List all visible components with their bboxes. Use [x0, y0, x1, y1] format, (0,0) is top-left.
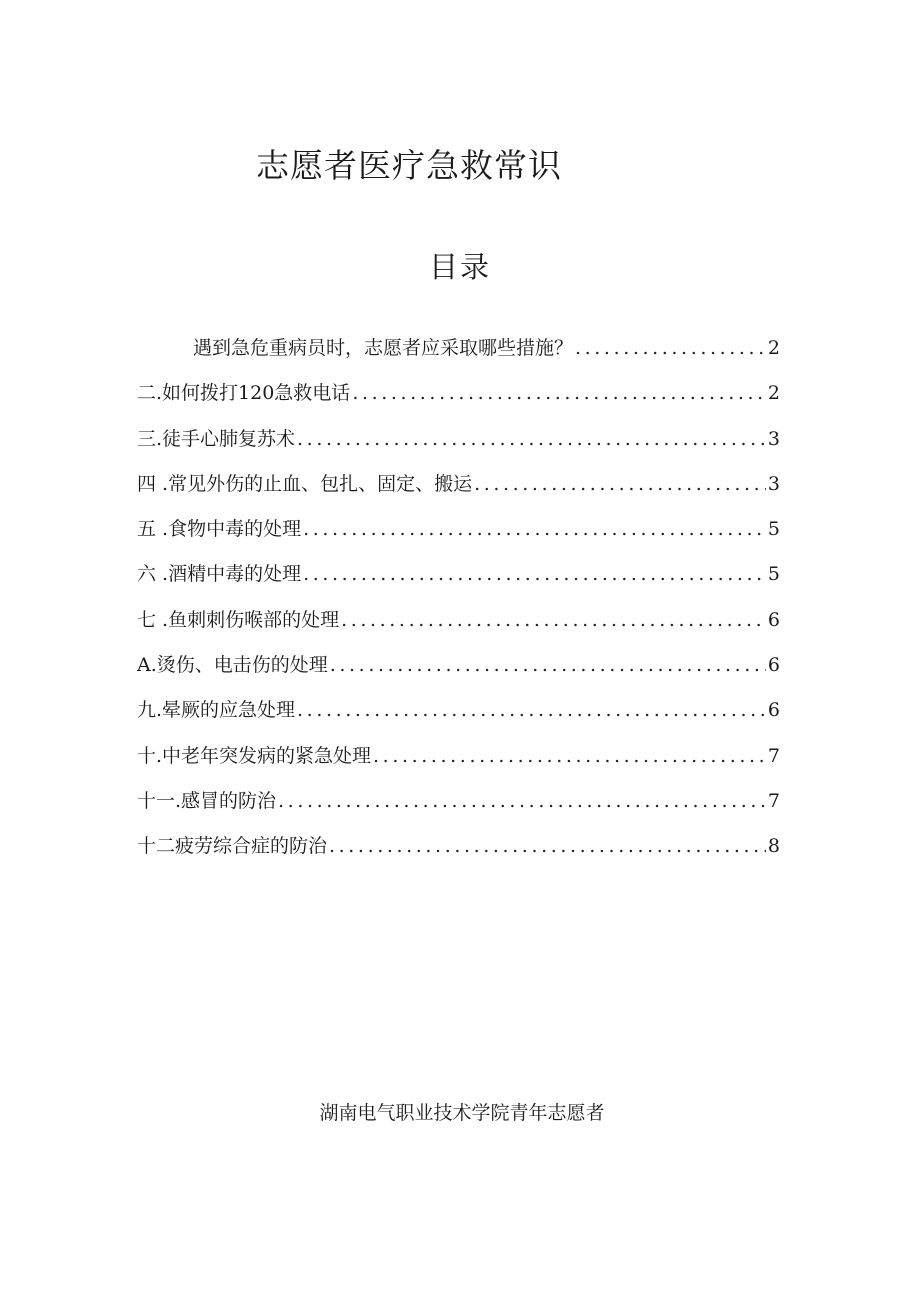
toc-entry-label: 七 .鱼刺刺伤喉部的处理	[137, 608, 340, 631]
toc-entry-page: 6	[767, 608, 780, 631]
toc-entry[interactable]	[137, 831, 780, 876]
toc-leader-dots	[339, 609, 766, 631]
toc-entry-page: 5	[767, 563, 780, 586]
toc-entry-label: 二.如何拨打120急救电话	[137, 382, 351, 405]
toc-entry[interactable]	[137, 786, 780, 831]
toc-entry[interactable]	[137, 378, 780, 423]
toc-entry-page: 7	[767, 789, 780, 812]
toc-entry-label: 九.晕厥的应急处理	[137, 699, 296, 722]
toc-entry[interactable]	[137, 650, 780, 695]
toc-entry[interactable]	[137, 333, 780, 378]
toc-entry[interactable]	[137, 741, 780, 786]
toc-entry-label: 遇到急危重病员时，志愿者应采取哪些措施？	[193, 337, 574, 359]
toc-entry[interactable]	[137, 424, 780, 469]
toc-entry-page: 6	[767, 654, 780, 677]
document-title: 志愿者医疗急救常识	[256, 146, 562, 185]
toc-entry[interactable]	[137, 469, 780, 514]
toc-entry-label: 五 .食物中毒的处理	[137, 518, 302, 541]
toc-entry-label: 六 .酒精中毒的处理	[137, 563, 302, 586]
toc-entry-label: 十二疲劳综合症的防治	[137, 835, 328, 858]
toc-entry-page: 2	[767, 337, 780, 359]
toc-entry-page: 8	[767, 835, 780, 858]
toc-entry-label: 十.中老年突发病的紧急处理	[137, 744, 372, 767]
toc-entry[interactable]	[137, 559, 780, 604]
footer-organization: 湖南电气职业技术学院青年志愿者	[319, 1102, 605, 1124]
toc-leader-dots	[371, 745, 766, 767]
toc-entry-page: 2	[767, 382, 780, 405]
toc-entry-label: A.烫伤、电击伤的处理	[137, 654, 328, 677]
toc-entry-label: 四 .常见外伤的止血、包扎、固定、搬运	[137, 472, 473, 495]
toc-leader-dots	[301, 518, 766, 540]
toc-leader-dots	[327, 835, 766, 857]
toc-leader-dots	[295, 699, 766, 721]
toc-leader-dots	[350, 382, 766, 404]
toc-entry-page: 5	[767, 518, 780, 541]
toc-leader-dots	[295, 428, 766, 450]
toc-leader-dots	[276, 790, 766, 812]
toc-leader-dots	[472, 473, 766, 495]
toc-entry[interactable]	[137, 605, 780, 650]
toc-entry[interactable]	[137, 695, 780, 740]
toc-entry-page: 3	[767, 427, 780, 450]
toc-entry-page: 3	[767, 472, 780, 495]
toc-entry-label: 十一.感冒的防治	[137, 789, 277, 812]
toc-entry-label: 三.徒手心肺复苏术	[137, 427, 296, 450]
toc-leader-dots	[328, 654, 766, 676]
table-of-contents	[137, 333, 780, 877]
toc-entry-page: 7	[767, 744, 780, 767]
toc-heading: 目录	[428, 250, 491, 284]
toc-leader-dots	[301, 563, 766, 585]
toc-entry-page: 6	[767, 699, 780, 722]
toc-entry[interactable]	[137, 514, 780, 559]
toc-leader-dots	[573, 337, 766, 359]
